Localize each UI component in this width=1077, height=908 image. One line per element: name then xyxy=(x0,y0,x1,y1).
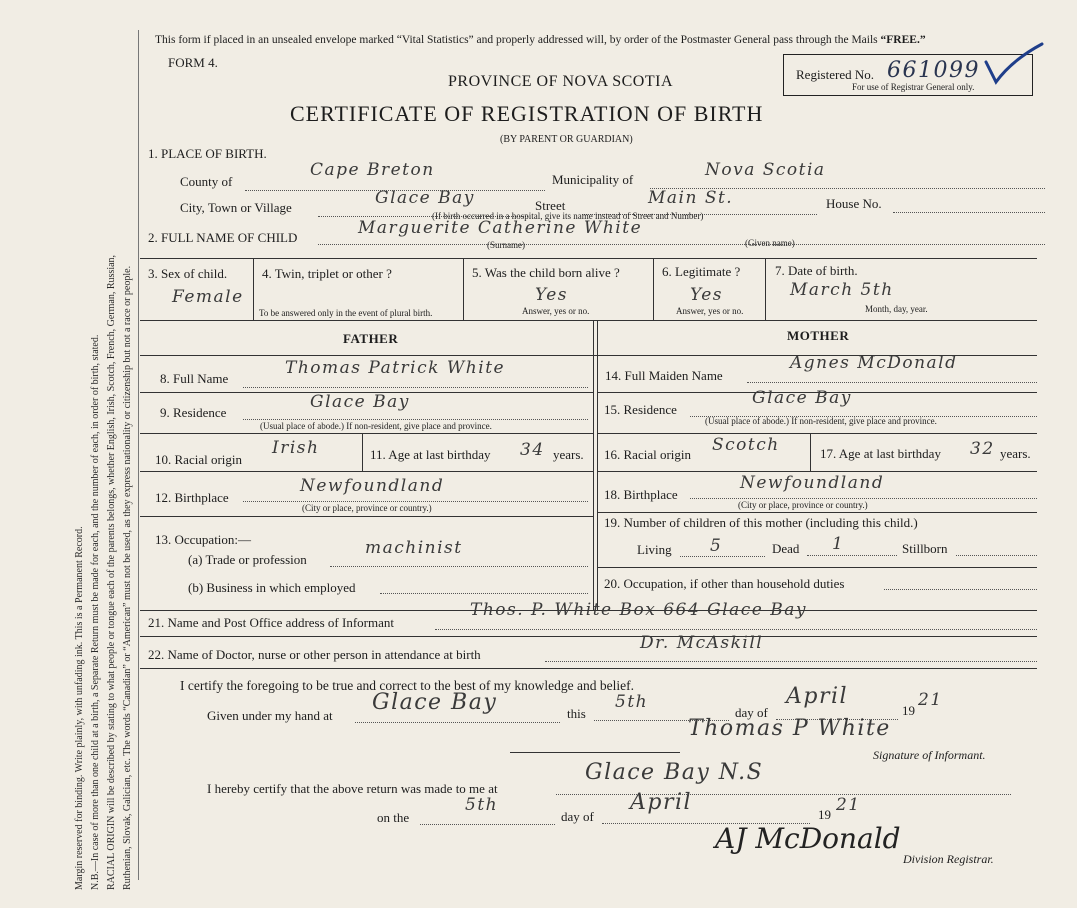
province-heading: PROVINCE OF NOVA SCOTIA xyxy=(448,73,674,90)
sex-value: Female xyxy=(172,287,244,307)
mother-dead-value: 1 xyxy=(832,534,845,554)
margin-rule xyxy=(138,30,139,880)
rule-row3-bottom xyxy=(140,320,1037,321)
mother-occupation-label: 20. Occupation, if other than household duties xyxy=(604,576,845,591)
father-name-value: Thomas Patrick White xyxy=(285,358,506,378)
informant-line xyxy=(435,629,1037,630)
margin-note-1: Margin reserved for binding. Write plainly, with unfading ink. This is a Permanent Record. xyxy=(74,526,85,890)
street-label: Street xyxy=(535,198,566,213)
date-note: Month, day, year. xyxy=(865,304,928,314)
street-value: Main St. xyxy=(648,188,734,208)
mail-note-free: “FREE.” xyxy=(880,34,926,46)
mother-living-label: Living xyxy=(637,542,672,557)
alive-note: Answer, yes or no. xyxy=(522,306,590,316)
doctor-value: Dr. McAskill xyxy=(640,633,764,653)
margin-note-4: Ruthenian, Slovak, Galician, etc. The words “Canadian” or “American” must not be used, as they express nationality or citizenship but not a race or people. xyxy=(122,265,133,890)
father-residence-line xyxy=(243,419,588,420)
given-place-line xyxy=(355,722,560,723)
father-trade-line xyxy=(330,566,588,567)
house-line xyxy=(893,212,1045,213)
mother-dead-line xyxy=(807,555,897,556)
mother-dead-label: Dead xyxy=(772,541,800,556)
registered-number: 661099 xyxy=(887,58,980,83)
signature-line-left xyxy=(510,752,680,753)
month-value: April xyxy=(786,684,849,709)
child-name-label: 2. FULL NAME OF CHILD xyxy=(148,230,298,245)
rule-mother-age xyxy=(810,433,811,471)
day-of-label: day of xyxy=(735,705,768,720)
rule-col-1 xyxy=(253,258,254,320)
mother-living-line xyxy=(680,556,765,557)
certificate-title: CERTIFICATE OF REGISTRATION OF BIRTH xyxy=(290,101,764,126)
date-label: 7. Date of birth. xyxy=(775,263,858,278)
mother-racial-value: Scotch xyxy=(712,435,780,455)
city-label: City, Town or Village xyxy=(180,200,292,215)
day-value: 5th xyxy=(615,692,649,712)
father-occupation-label: 13. Occupation:— xyxy=(155,532,252,547)
doctor-label: 22. Name of Doctor, nurse or other person in attendance at birth xyxy=(148,647,481,662)
mother-age-label: 17. Age at last birthday xyxy=(820,446,941,461)
year-prefix: 19 xyxy=(902,703,915,718)
mother-birthplace-label: 18. Birthplace xyxy=(604,487,678,502)
registrar-day-value: 5th xyxy=(465,795,499,815)
alive-label: 5. Was the child born alive ? xyxy=(472,265,620,280)
rule-mother-2 xyxy=(597,433,1037,434)
city-value: Glace Bay xyxy=(375,188,475,208)
father-heading: FATHER xyxy=(343,331,399,346)
municipality-value: Nova Scotia xyxy=(705,160,826,180)
rule-father-4 xyxy=(140,516,593,517)
rule-father-age xyxy=(362,433,363,471)
registrar-on-the-label: on the xyxy=(377,810,410,825)
house-label: House No. xyxy=(826,196,882,211)
mother-birthplace-value: Newfoundland xyxy=(740,473,885,493)
mother-age-value: 32 xyxy=(970,439,995,459)
mother-residence-label: 15. Residence xyxy=(604,402,677,417)
registrar-note: For use of Registrar General only. xyxy=(852,82,975,92)
mother-residence-value: Glace Bay xyxy=(752,388,852,408)
registered-label: Registered No. xyxy=(796,67,874,82)
mother-heading: MOTHER xyxy=(787,328,850,343)
mother-name-label: 14. Full Maiden Name xyxy=(605,368,723,383)
father-birthplace-label: 12. Birthplace xyxy=(155,490,229,505)
rule-father-2 xyxy=(140,433,593,434)
county-value: Cape Breton xyxy=(310,160,435,180)
mother-name-line xyxy=(747,382,1037,383)
father-residence-value: Glace Bay xyxy=(310,392,410,412)
father-racial-label: 10. Racial origin xyxy=(155,452,243,467)
mother-abode-note: (Usual place of abode.) If non-resident, give place and province. xyxy=(705,416,937,426)
registrar-signature: AJ McDonald xyxy=(715,822,901,855)
legitimate-note: Answer, yes or no. xyxy=(676,306,744,316)
father-trade-value: machinist xyxy=(365,538,463,558)
given-label: Given under my hand at xyxy=(207,708,333,723)
doctor-line xyxy=(545,661,1037,662)
twin-label: 4. Twin, triplet or other ? xyxy=(262,266,392,281)
mother-years-label: years. xyxy=(1000,446,1031,461)
rule-father-3 xyxy=(140,471,593,472)
mother-living-value: 5 xyxy=(710,536,723,556)
father-racial-value: Irish xyxy=(272,438,320,458)
registrar-day-of-label: day of xyxy=(561,809,594,824)
mother-name-value: Agnes McDonald xyxy=(790,353,958,373)
margin-note-2: N.B.—In case of more than one child at a birth, a Separate Return must be made for each, and the number of each, in order of birth, stated. xyxy=(90,334,101,890)
registrar-day-line xyxy=(420,824,555,825)
registrar-statement: I hereby certify that the above return was made to me at xyxy=(207,781,498,796)
father-birthplace-value: Newfoundland xyxy=(300,476,445,496)
mother-racial-label: 16. Racial origin xyxy=(604,447,692,462)
mail-note xyxy=(155,34,926,46)
sex-label: 3. Sex of child. xyxy=(148,266,228,281)
registrar-caption: Division Registrar. xyxy=(903,852,994,866)
father-years-label: years. xyxy=(553,447,584,462)
rule-col-2 xyxy=(463,258,464,320)
hospital-note: (If birth occurred in a hospital, give its name instead of Street and Number) xyxy=(432,211,704,221)
informant-signature-caption: Signature of Informant. xyxy=(873,748,986,762)
father-residence-label: 9. Residence xyxy=(160,405,227,420)
informant-value: Thos. P. White Box 664 Glace Bay xyxy=(470,600,807,620)
year-value: 21 xyxy=(918,690,943,710)
legitimate-value: Yes xyxy=(690,285,724,305)
father-abode-note: (Usual place of abode.) If non-resident, give place and province. xyxy=(260,421,492,431)
rule-doctor-bottom xyxy=(140,668,1037,669)
check-mark-icon xyxy=(982,40,1046,86)
twin-note: To be answered only in the event of plural birth. xyxy=(259,308,433,318)
form-number: FORM 4. xyxy=(168,55,218,70)
county-label: County of xyxy=(180,174,233,189)
registrar-year-value: 21 xyxy=(836,795,861,815)
legitimate-label: 6. Legitimate ? xyxy=(662,264,741,279)
mother-children-label: 19. Number of children of this mother (including this child.) xyxy=(604,515,918,530)
child-name-value: Marguerite Catherine White xyxy=(358,218,643,238)
this-label: this xyxy=(567,706,586,721)
mother-occupation-line xyxy=(884,589,1037,590)
father-business-line xyxy=(380,593,588,594)
given-place-value: Glace Bay xyxy=(372,690,498,715)
mother-birthplace-note: (City or place, province or country.) xyxy=(738,500,868,510)
alive-value: Yes xyxy=(535,285,569,305)
father-birthplace-line xyxy=(243,501,588,502)
date-value: March 5th xyxy=(790,280,894,300)
rule-informant-bottom xyxy=(140,636,1037,637)
father-age-value: 34 xyxy=(520,440,545,460)
rule-mother-3 xyxy=(597,471,1037,472)
rule-col-4 xyxy=(765,258,766,320)
mother-birthplace-line xyxy=(690,498,1037,499)
rule-mother-4 xyxy=(597,512,1037,513)
rule-col-3 xyxy=(653,258,654,320)
registrar-place-value: Glace Bay N.S xyxy=(585,760,764,785)
father-age-label: 11. Age at last birthday xyxy=(370,447,491,462)
mail-note-text: This form if placed in an unsealed envelope marked “Vital Statistics” and properly addressed will, by order of the Postmaster General pass through the Mails xyxy=(155,34,878,46)
father-name-line xyxy=(243,387,588,388)
informant-label: 21. Name and Post Office address of Informant xyxy=(148,615,394,630)
registrar-place-line xyxy=(556,794,1011,795)
municipality-label: Municipality of xyxy=(552,172,634,187)
margin-note-3: RACIAL ORIGIN will be described by stating to what people or tongue each of the parents belongs, whether English, Irish, Scotch, French, German, Russian, xyxy=(106,254,117,890)
registrar-year-prefix: 19 xyxy=(818,807,831,822)
given-name-note: (Given name) xyxy=(745,238,795,248)
father-trade-label: (a) Trade or profession xyxy=(188,552,307,567)
father-birthplace-note: (City or place, province or country.) xyxy=(302,503,432,513)
certificate-subtitle: (BY PARENT OR GUARDIAN) xyxy=(500,134,633,145)
place-of-birth-heading: 1. PLACE OF BIRTH. xyxy=(148,146,267,161)
child-name-line xyxy=(318,244,1045,245)
father-business-label: (b) Business in which employed xyxy=(188,580,356,595)
rule-mother-5 xyxy=(597,567,1037,568)
mother-stillborn-line xyxy=(956,555,1037,556)
rule-row3-top xyxy=(140,258,1037,259)
father-name-label: 8. Full Name xyxy=(160,371,229,386)
mother-stillborn-label: Stillborn xyxy=(902,541,948,556)
rule-parent-divider xyxy=(593,320,594,610)
certification-statement: I certify the foregoing to be true and correct to the best of my knowledge and belief. xyxy=(180,678,634,693)
registrar-month-value: April xyxy=(630,790,693,815)
informant-signature: Thomas P White xyxy=(688,716,891,741)
surname-note: (Surname) xyxy=(487,240,525,250)
